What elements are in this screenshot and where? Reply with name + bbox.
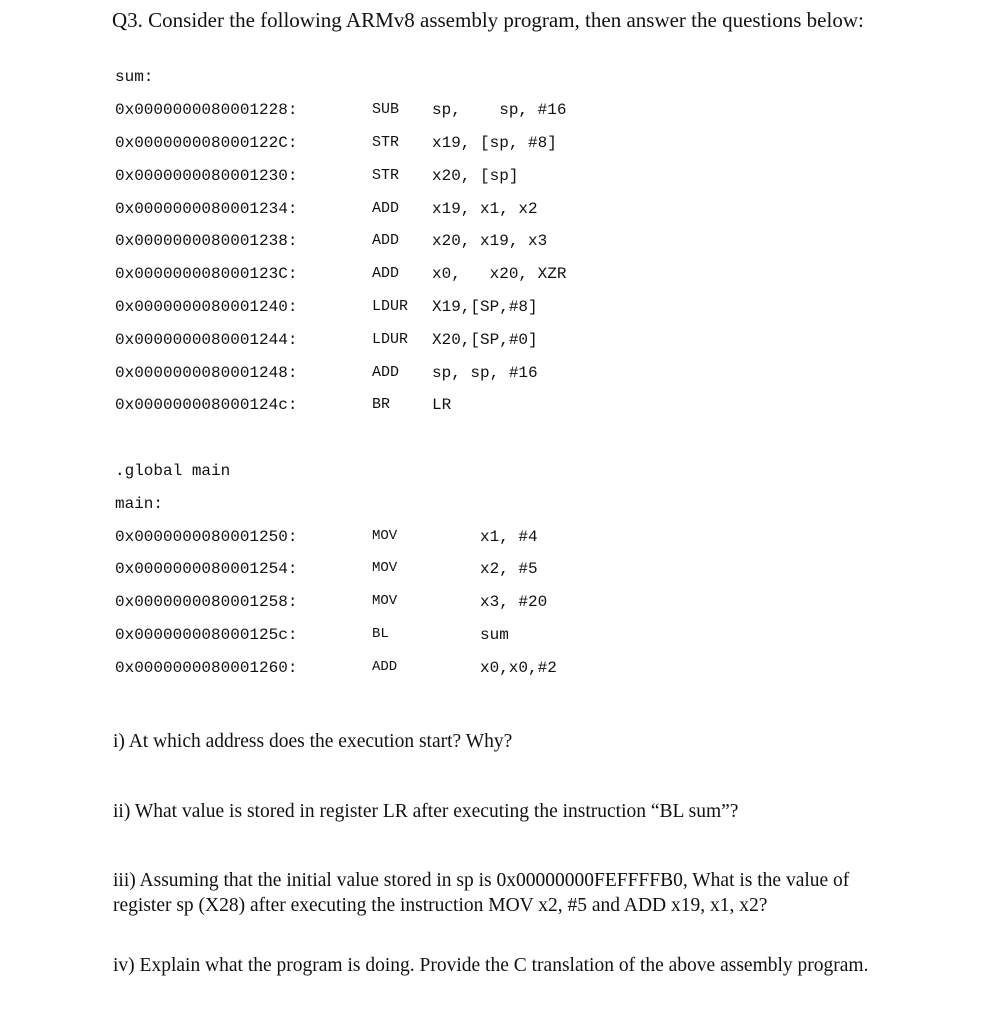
code-address: 0x0000000080001254: [115,560,298,578]
question-heading: Q3. Consider the following ARMv8 assembly program, then answer the questions below: [112,8,864,32]
code-opcode: BR [372,396,391,413]
code-opcode: ADD [372,200,400,217]
code-operands: x1, #4 [480,528,538,546]
code-operands: x20, x19, x3 [432,232,548,250]
code-operands: X20,[SP,#0] [432,331,538,349]
code-opcode: MOV [372,560,398,576]
code-opcode: STR [372,134,400,151]
code-address: 0x0000000080001234: [115,200,298,218]
main-label: main: [115,495,164,513]
code-address: 0x0000000080001240: [115,298,298,316]
code-address: 0x000000008000122C: [115,134,298,152]
code-opcode: SUB [372,101,400,118]
code-opcode: MOV [372,528,398,544]
code-address: 0x000000008000124c: [115,396,298,414]
code-opcode: ADD [372,232,400,249]
code-address: 0x000000008000123C: [115,265,298,283]
code-operands: sp, sp, #16 [432,101,567,119]
code-operands: x2, #5 [480,560,538,578]
code-address: 0x0000000080001258: [115,593,298,611]
code-operands: X19,[SP,#8] [432,298,538,316]
code-opcode: LDUR [372,298,409,315]
code-operands: x0,x0,#2 [480,659,557,677]
code-opcode: STR [372,167,400,184]
code-address: 0x000000008000125c: [115,626,298,644]
code-operands: x0, x20, XZR [432,265,567,283]
global-directive: .global main [115,462,231,480]
code-operands: x19, [sp, #8] [432,134,557,152]
code-address: 0x0000000080001248: [115,364,298,382]
code-operands: sum [480,626,509,644]
code-address: 0x0000000080001260: [115,659,298,677]
question-iii: iii) Assuming that the initial value stored in sp is 0x00000000FEFFFFB0, What is the value of register sp (X28) after executing the instruction MOV x2, #5 and ADD x19, x1, x2? [113,870,850,916]
sum-label: sum: [115,68,154,86]
code-opcode: ADD [372,659,398,675]
code-address: 0x0000000080001250: [115,528,298,546]
question-i: i) At which address does the execution start? Why? [113,731,513,752]
code-opcode: MOV [372,593,398,609]
question-iv: iv) Explain what the program is doing. Provide the C translation of the above assembly program. [113,955,869,976]
code-operands: LR [432,396,452,414]
question-ii: ii) What value is stored in register LR after executing the instruction “BL sum”? [113,801,739,822]
code-operands: x20, [sp] [432,167,519,185]
code-address: 0x0000000080001230: [115,167,298,185]
code-opcode: ADD [372,265,400,282]
code-address: 0x0000000080001244: [115,331,298,349]
code-operands: x19, x1, x2 [432,200,538,218]
code-opcode: BL [372,626,389,642]
code-operands: x3, #20 [480,593,548,611]
code-address: 0x0000000080001238: [115,232,298,250]
code-opcode: ADD [372,364,400,381]
code-opcode: LDUR [372,331,409,348]
code-address: 0x0000000080001228: [115,101,298,119]
code-operands: sp, sp, #16 [432,364,538,382]
